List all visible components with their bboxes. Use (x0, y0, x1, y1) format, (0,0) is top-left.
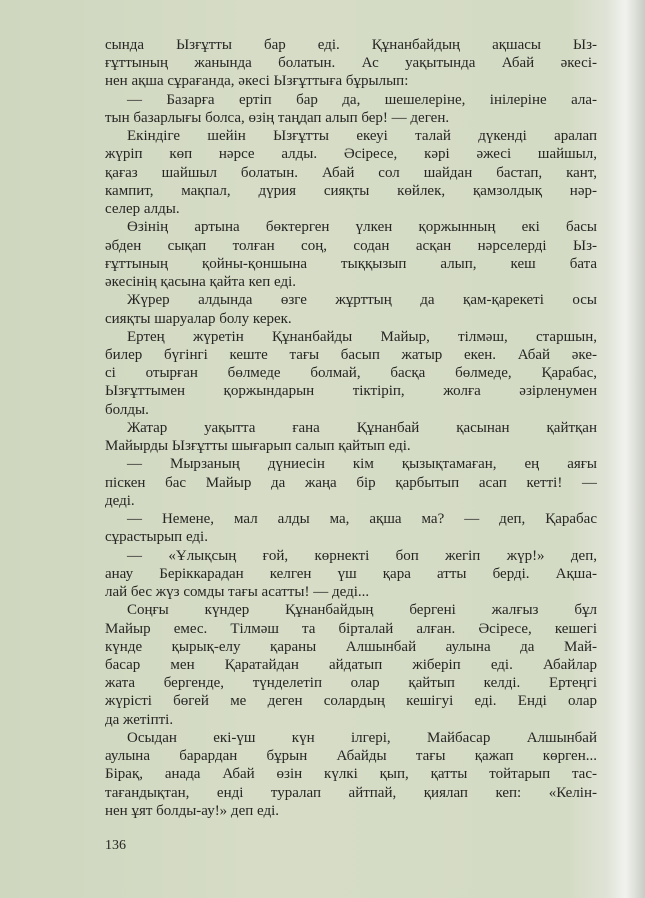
text-line: әбден сықап толған соң, содан асқан нәрселерді Ыз- (105, 237, 597, 254)
text-line: нен ұят болды-ау!» деп еді. (105, 802, 280, 819)
text-line: ғұттының жанында болатын. Ас уақытында Абай әкесі- (105, 55, 597, 72)
text-line: Майыр емес. Тілмәш та бірталай алған. Әсіресе, кешегі (105, 620, 597, 637)
text-line: кампит, мақпал, дүрия сияқты көйлек, қамзолдық нәр- (105, 182, 597, 199)
text-line: селер алды. (105, 201, 180, 218)
text-line: билер бүгінгі кеште тағы басып жатыр екен. Абай әке- (105, 346, 597, 363)
text-line: қағаз шайшыл болатын. Абай сол шайдан бастап, кант, (105, 164, 597, 181)
text-line: сі отырған бөлмеде болмай, басқа бөлмеде, Қарабас, (105, 365, 597, 382)
text-line: — Мырзаның дүниесін кім қызықтамаған, ең аяғы (127, 456, 597, 473)
text-line: анау Беріккарадан келген үш қара атты берді. Ақша- (105, 565, 597, 582)
text-line: Соңғы күндер Құнанбайдың бергені жалғыз бұл (127, 602, 597, 619)
text-line: деді. (105, 492, 135, 509)
text-line: Майырды Ызғұтты шығарып салып қайтып еді. (105, 438, 411, 455)
text-line: Жүрер алдында өзге жұрттың да қам-қарекеті осы (127, 292, 597, 309)
text-line: піскен бас Майыр да жаңа бір қарбытып асап кетті! — (105, 474, 597, 491)
text-line: сияқты шаруалар болу керек. (105, 310, 292, 327)
text-line: да жетіпті. (105, 711, 174, 728)
text-line: — Немене, мал алды ма, ақша ма? — деп, Қарабас (127, 511, 597, 528)
text-line: басар мен Қаратайдан айдатып жіберіп еді. Абайлар (105, 656, 597, 673)
text-line: аулына барардан бұрын Абайды тағы қажап көрген... (105, 748, 597, 765)
text-line: тын базарлығы болса, өзің таңдап алып бер! — деген. (105, 109, 450, 126)
text-line: жата бергенде, түнделетіп олар қайтып келді. Ертеңгі (105, 675, 597, 692)
text-line: жүрісті бөгей ме деген солардың кешігуі еді. Енді олар (105, 693, 597, 710)
text-line: лай бес жүз сомды тағы асатты! — деді... (105, 584, 370, 601)
text-line: Осыдан екі-үш күн ілгері, Майбасар Алшынбай (127, 729, 597, 746)
text-line: — «Ұлықсың ғой, көрнекті боп жегіп жүр!» деп, (127, 547, 597, 564)
text-line: Ертең жүретін Құнанбайды Майыр, тілмәш, старшын, (127, 328, 597, 345)
text-line: Жатар уақытта ғана Құнанбай қасынан қайтқан (127, 419, 597, 436)
page-number: 136 (105, 838, 126, 853)
text-line: сұрастырып еді. (105, 529, 208, 546)
text-line: нен ақша сұрағанда, әкесі Ызғұттыға бұрылып: (105, 73, 409, 90)
page-text (105, 36, 597, 820)
text-line: күнде қырық-елу қараны Алшынбай аулына да Май- (105, 638, 597, 655)
text-line: Ызғұттымен қоржындарын тіктіріп, жолға әзірленумен (105, 383, 597, 400)
text-line: Өзінің артына бөктерген үлкен қоржынның екі басы (127, 219, 597, 236)
text-line: ғұттының қойны-қоншына тыққызып алып, кеш бата (105, 255, 597, 272)
text-line: Екіндіге шейін Ызғұтты екеуі талай дүкенді аралап (127, 128, 597, 145)
text-line: тағандықтан, енді туралап айтпай, қиялап кеп: «Келін- (105, 784, 597, 801)
text-line: Бірақ, анада Абай өзін күлкі қып, қатты тойтарып тас- (105, 766, 597, 783)
text-line: сында Ызғұтты бар еді. Құнанбайдың ақшасы Ыз- (105, 37, 597, 53)
text-line: әкесінің қасына қайта кеп еді. (105, 274, 296, 291)
text-line: болды. (105, 401, 149, 418)
text-line: жүріп көп нәрсе алды. Әсіресе, кәрі әжесі шайшыл, (105, 146, 597, 163)
text-line: — Базарға ертіп бар да, шешелеріне, інілеріне ала- (127, 91, 597, 108)
